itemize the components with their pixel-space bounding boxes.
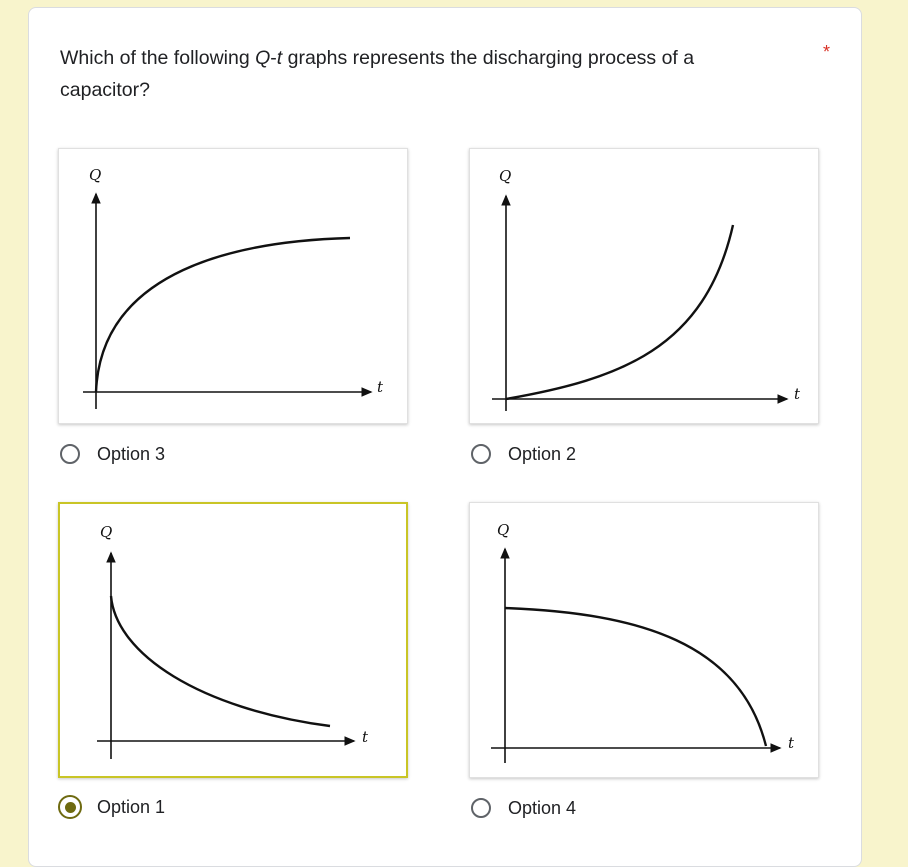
- y-axis-label: Q: [89, 166, 102, 184]
- radio-option-1[interactable]: [60, 792, 165, 822]
- question-text: [60, 42, 780, 106]
- x-axis-label: t: [377, 378, 384, 396]
- radio-dot-icon: [65, 802, 76, 813]
- radio-unchecked-icon[interactable]: [60, 444, 80, 464]
- radio-unchecked-icon[interactable]: [471, 444, 491, 464]
- graph-option-3: [59, 149, 409, 425]
- option-1-image[interactable]: [58, 502, 408, 778]
- graph-option-4: [470, 503, 820, 779]
- curve: [96, 238, 350, 392]
- option-2-image[interactable]: [469, 148, 819, 424]
- x-axis-label: t: [788, 734, 795, 752]
- radio-option-2[interactable]: [471, 439, 576, 469]
- required-asterisk: *: [823, 42, 831, 62]
- question-text-part: Which of the following: [60, 47, 256, 69]
- radio-option-3[interactable]: [60, 439, 165, 469]
- x-axis-label: t: [362, 728, 369, 746]
- curve: [506, 225, 733, 399]
- y-axis-label: Q: [499, 167, 512, 185]
- radio-option-4[interactable]: [471, 793, 576, 823]
- question-variable-q: Q: [255, 47, 271, 69]
- curve: [111, 596, 330, 726]
- radio-unchecked-icon[interactable]: [471, 798, 491, 818]
- graph-option-2: [470, 149, 820, 425]
- x-axis-label: t: [794, 385, 801, 403]
- option-label: Option 2: [508, 443, 577, 464]
- question-dash: -: [270, 47, 277, 69]
- option-label: Option 3: [97, 443, 166, 464]
- option-label: Option 1: [97, 796, 166, 817]
- option-label: Option 4: [508, 797, 577, 818]
- option-4-image[interactable]: [469, 502, 819, 778]
- radio-checked-icon[interactable]: [58, 795, 82, 819]
- graph-option-1: [60, 504, 406, 776]
- question-text-part: graphs represents the discharging process of a capacitor?: [60, 47, 695, 101]
- y-axis-label: Q: [100, 523, 113, 541]
- question-variable-t: t: [276, 47, 283, 69]
- option-3-image[interactable]: [58, 148, 408, 424]
- y-axis-label: Q: [497, 521, 510, 539]
- curve: [505, 608, 766, 746]
